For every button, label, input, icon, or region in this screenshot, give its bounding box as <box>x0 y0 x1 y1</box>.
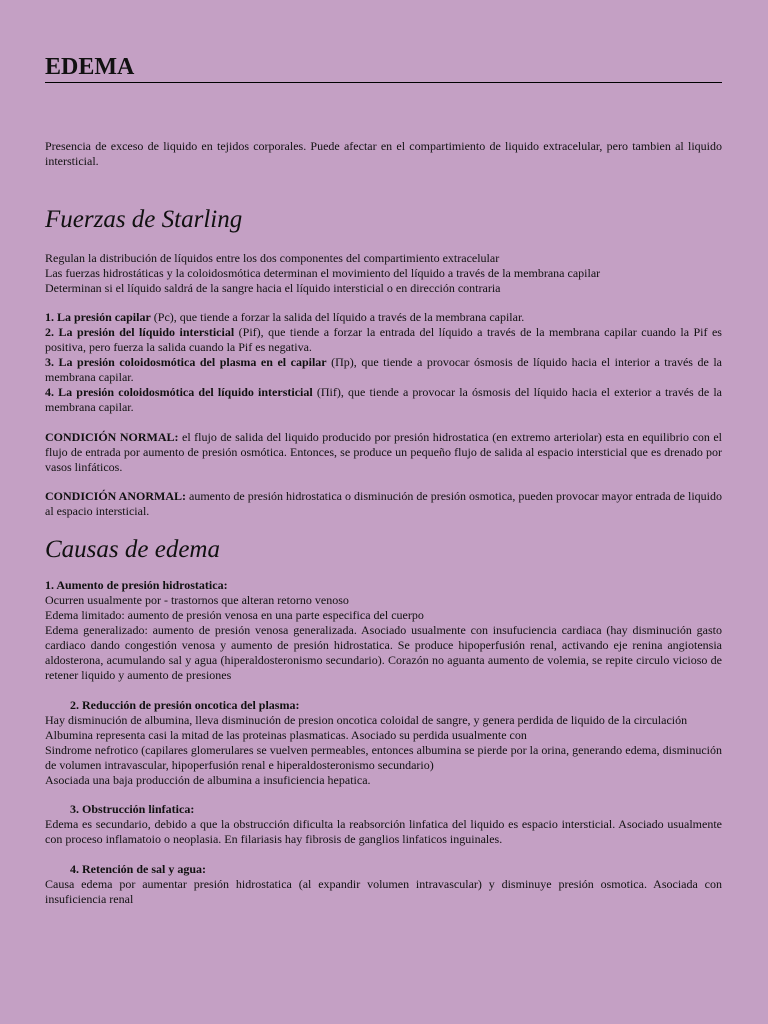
force-text: (Pif), que tiende a forzar la entrada del líquido a través de la membrana capilar cuando la Pif es positiva, pero fuerza la salida cuando la Pif es negativa. <box>45 325 722 354</box>
cause-4 <box>45 862 722 907</box>
force-item <box>45 310 722 325</box>
force-label: 2. La presión del líquido intersticial <box>45 325 235 339</box>
cause-line: Hay disminución de albumina, lleva disminución de presion oncotica coloidal de sangre, y genera perdida de liquido de la circulación <box>45 713 688 727</box>
cause-title: 4. Retención de sal y agua: <box>70 862 206 876</box>
cause-line: Sindrome nefrotico (capilares glomerulares se vuelven permeables, entonces albumina se pierde por la orina, generando edema, disminución de volumen intravascular, hipoperfusión renal e hiperaldosteronismo secundario) <box>45 743 722 772</box>
cause-line: Albumina representa casi la mitad de las proteinas plasmaticas. Asociado su perdida usualmente con <box>45 728 527 742</box>
normal-condition <box>45 430 722 475</box>
cause-line: Edema es secundario, debido a que la obstrucción dificulta la reabsorción linfatica del liquido es espacio intersticial. Asociado usualmente con proceso inflamatoio o neoplasia. En filariasis hay fibrosis de ganglios linfaticos inguinales. <box>45 817 722 846</box>
starling-heading: Fuerzas de Starling <box>45 206 243 233</box>
page-title: EDEMA <box>45 54 135 80</box>
force-label: 1. La presión capilar <box>45 310 151 324</box>
causas-heading: Causas de edema <box>45 536 220 563</box>
cause-title: 1. Aumento de presión hidrostatica: <box>45 578 228 592</box>
force-label: 4. La presión coloidosmótica del líquido intersticial <box>45 385 313 399</box>
intro-paragraph: Presencia de exceso de liquido en tejidos corporales. Puede afectar en el compartimiento de liquido extracelular, pero tambien al liquido intersticial. <box>45 139 722 168</box>
cause-1 <box>45 578 722 683</box>
force-text: (Pc), que tiende a forzar la salida del líquido a través de la membrana capilar. <box>150 310 525 324</box>
normal-text: el flujo de salida del liquido producido por presión hidrostatica (en extremo arteriolar) esta en equilibrio con el flujo de entrada por aumento de presión osmótica. Entonces, se produce un pequeño flujo de salida al espacio intersticial que es drenado por vasos linfáticos. <box>45 430 722 474</box>
starling-line: Las fuerzas hidrostáticas y la coloidosmótica determinan el movimiento del líquido a través de la membrana capilar <box>45 266 601 280</box>
starling-line: Determinan si el líquido saldrá de la sangre hacia el líquido intersticial o en dirección contraria <box>45 281 501 295</box>
force-text: (Пp), que tiende a provocar ósmosis de líquido hacia el interior a través de la membrana capilar. <box>45 355 722 384</box>
force-item <box>45 385 722 415</box>
cause-2 <box>45 698 722 788</box>
force-label: 3. La presión coloidosmótica del plasma en el capilar <box>45 355 327 369</box>
cause-line: Asociada una baja producción de albumina a insuficiencia hepatica. <box>45 773 371 787</box>
cause-3 <box>45 802 722 847</box>
force-item <box>45 325 722 355</box>
cause-line: Ocurren usualmente por - trastornos que alteran retorno venoso <box>45 593 349 607</box>
force-text: (Пif), que tiende a provocar la ósmosis del líquido hacia el exterior a través de la membrana capilar. <box>45 385 722 414</box>
starling-line: Regulan la distribución de líquidos entre los dos componentes del compartimiento extracelular <box>45 251 500 265</box>
starling-intro <box>45 251 722 296</box>
forces-list <box>45 310 722 415</box>
title-underline <box>45 82 722 83</box>
cause-title: 2. Reducción de presión oncotica del plasma: <box>70 698 300 712</box>
cause-line: Edema generalizado: aumento de presión venosa generalizada. Asociado usualmente con insufuciencia cardiaca (hay disminución gasto cardiaco dando congestión venosa y aumento de presión hidrostatica. Se produce hipoperfusión renal, activando eje renina angiotensia aldosterona, acumulando sal y agua (hiperaldosteronismo secundario). Corazón no aguanta aumento de volemia, se repite circulo vicioso de retener liquido y aumento de presiones <box>45 623 722 682</box>
cause-line: Edema limitado: aumento de presión venosa en una parte especifica del cuerpo <box>45 608 424 622</box>
cause-title: 3. Obstrucción linfatica: <box>70 802 195 816</box>
abnormal-text: aumento de presión hidrostatica o disminución de presión osmotica, pueden provocar mayor entrada de liquido al espacio intersticial. <box>45 489 722 518</box>
abnormal-label: CONDICIÓN ANORMAL: <box>45 489 187 503</box>
abnormal-condition <box>45 489 722 519</box>
force-item <box>45 355 722 385</box>
normal-label: CONDICIÓN NORMAL: <box>45 430 179 444</box>
cause-line: Causa edema por aumentar presión hidrostatica (al expandir volumen intravascular) y disminuye presión osmotica. Asociada con insuficiencia renal <box>45 877 722 906</box>
